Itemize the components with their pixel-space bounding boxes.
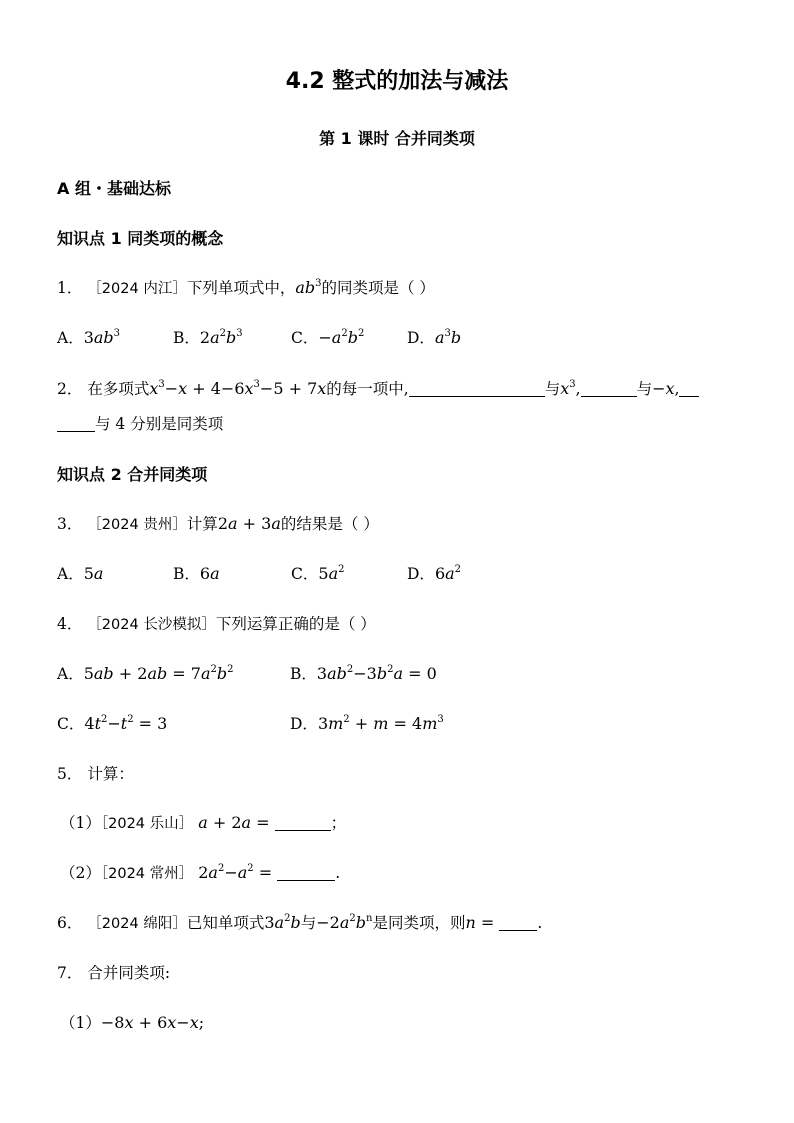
answer-blank[interactable] xyxy=(499,914,537,931)
part-label: （2） xyxy=(60,864,101,882)
question-text: 下列单项式中， xyxy=(186,279,296,297)
question-6: 6． ［2024 绵阳］已知单项式$3a^2b$与$-2a^2b^n$是同类项，则n = . xyxy=(57,913,543,932)
question-2-line2 xyxy=(57,412,223,434)
option-a[interactable]: A．$5ab + 2ab = 7a^2b^2$ xyxy=(57,664,234,683)
question-source-tag: ［2024 长沙模拟］ xyxy=(87,617,216,633)
option-label: B． xyxy=(290,665,317,683)
question-text: 与 xyxy=(636,380,653,398)
question-4-options-row2 xyxy=(57,712,444,734)
option-a[interactable]: A．$3ab^3$ xyxy=(57,328,121,347)
math-expression: $ab^3$ xyxy=(295,278,322,297)
page-title: 4.2 整式的加法与减法 xyxy=(285,69,509,94)
question-text: 在多项式 xyxy=(87,380,150,398)
option-c[interactable]: C．$-a^2b^2$ xyxy=(291,328,365,347)
option-label: C． xyxy=(291,565,319,583)
math-expression: $x^3-x + 4-6x^3-5 + 7x$ xyxy=(149,379,327,398)
option-label: D． xyxy=(290,715,318,733)
question-source-tag: ［2024 常州］ xyxy=(100,866,194,882)
part-label: （1） xyxy=(60,1014,101,1032)
question-source-tag: ［2024 乐山］ xyxy=(100,816,194,832)
question-4-options-row1 xyxy=(57,662,437,684)
math-expression: 2a + 3a xyxy=(217,514,281,533)
answer-blank[interactable] xyxy=(277,864,335,881)
option-d[interactable]: D．$3m^2 + m = 4m^3$ xyxy=(290,714,444,733)
option-label: A． xyxy=(57,329,84,347)
option-label: C． xyxy=(291,329,319,347)
question-3-options xyxy=(57,562,461,584)
question-7 xyxy=(57,961,170,983)
option-label: A． xyxy=(57,665,84,683)
option-c[interactable]: C．$5a^2$ xyxy=(291,564,345,583)
option-label: D． xyxy=(407,565,435,583)
question-text: 的每一项中, xyxy=(326,380,409,398)
question-7-part-1: （1）−8x + 6x−x; xyxy=(60,1013,205,1032)
question-text: 与 xyxy=(300,914,317,932)
knowledge-point-2-heading: 知识点 2 合并同类项 xyxy=(57,465,208,484)
question-number: 4． xyxy=(57,615,83,633)
question-text: ； xyxy=(330,814,347,832)
answer-blank[interactable] xyxy=(275,814,331,831)
question-text: 下列运算正确的是（ ） xyxy=(215,615,376,633)
question-5 xyxy=(57,762,134,784)
question-text: 是同类项，则 xyxy=(372,914,466,932)
question-1 xyxy=(57,276,435,298)
question-text: 的同类项是（ ） xyxy=(321,279,435,297)
question-2: 2． 在多项式$x^3-x + 4-6x^3-5 + 7x$的每一项中, 与$x^3$, 与−x, xyxy=(57,377,699,399)
question-text: 的结果是（ ） xyxy=(280,515,379,533)
question-source-tag: ［2024 内江］ xyxy=(87,281,187,297)
question-1-options xyxy=(57,326,461,348)
question-4 xyxy=(57,612,376,634)
question-number: 3． xyxy=(57,515,83,533)
question-text: 计算： xyxy=(87,765,134,783)
question-number: 1． xyxy=(57,279,83,297)
question-text: 与 4 分别是同类项 xyxy=(95,415,224,433)
question-number: 6． xyxy=(57,914,83,932)
question-source-tag: ［2024 绵阳］ xyxy=(87,916,187,932)
option-c[interactable]: C．$4t^2-t^2 = 3$ xyxy=(57,714,168,733)
option-b[interactable]: B．6a xyxy=(173,564,220,583)
question-number: 7． xyxy=(57,964,83,982)
knowledge-point-1-heading: 知识点 1 同类项的概念 xyxy=(57,229,224,248)
option-b[interactable]: B．$2a^2b^3$ xyxy=(173,328,243,347)
question-number: 2． xyxy=(57,380,83,398)
question-number: 5． xyxy=(57,765,83,783)
question-text: , xyxy=(575,380,581,398)
group-heading: A 组・基础达标 xyxy=(57,179,171,198)
question-text: . xyxy=(335,864,341,882)
part-label: （1） xyxy=(60,814,101,832)
option-label: B． xyxy=(173,565,200,583)
question-text: 合并同类项: xyxy=(87,964,171,982)
question-5-part-2: （2）［2024 常州］ $2a^2-a^2$ = . xyxy=(60,863,341,882)
answer-blank[interactable] xyxy=(409,380,545,397)
option-label: D． xyxy=(407,329,435,347)
question-text: 与 xyxy=(544,380,561,398)
option-d[interactable]: D．$a^3b$ xyxy=(407,328,462,347)
question-5-part-1: （1）［2024 乐山］ a + 2a = ； xyxy=(60,813,347,832)
option-b[interactable]: B．$3ab^2-3b^2a = 0$ xyxy=(290,664,437,683)
question-source-tag: ［2024 贵州］ xyxy=(87,517,187,533)
question-3 xyxy=(57,512,379,534)
answer-blank[interactable] xyxy=(57,415,95,432)
answer-blank[interactable] xyxy=(679,380,699,397)
question-text: . xyxy=(537,914,543,932)
question-text: 已知单项式 xyxy=(186,914,265,932)
option-a[interactable]: A．5a xyxy=(57,564,104,583)
option-label: B． xyxy=(173,329,200,347)
question-text: 计算 xyxy=(186,515,218,533)
option-label: A． xyxy=(57,565,84,583)
option-d[interactable]: D．$6a^2$ xyxy=(407,564,462,583)
lesson-subtitle: 第 1 课时 合并同类项 xyxy=(319,129,475,148)
answer-blank[interactable] xyxy=(581,380,637,397)
question-text: , xyxy=(674,380,680,398)
option-label: C． xyxy=(57,715,85,733)
